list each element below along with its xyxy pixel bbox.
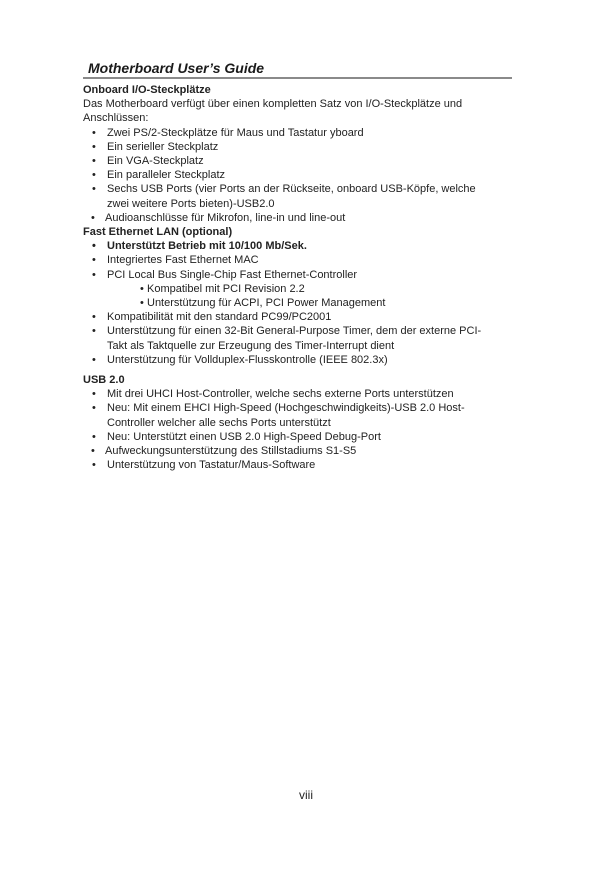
header-rule xyxy=(83,77,512,79)
list-item xyxy=(83,324,512,352)
list-item: • Ein paralleler Steckplatz xyxy=(83,168,512,182)
io-heading: Onboard I/O-Steckplätze xyxy=(83,84,211,96)
list-item: • Kompatibilität mit den standard PC99/PC2001 xyxy=(83,310,512,324)
list-item: • Unterstützung von Tastatur/Maus-Software xyxy=(83,458,512,472)
page-header xyxy=(83,60,512,79)
io-intro-line1: Das Motherboard verfügt über einen kompletten Satz von I/O-Steckplätze und xyxy=(83,98,463,111)
list-item-line: Takt als Taktquelle zur Erzeugung des Timer-Interrupt dient xyxy=(107,339,395,352)
list-item: • Ein serieller Steckplatz xyxy=(83,140,512,154)
sub-list-item: • Kompatibel mit PCI Revision 2.2 xyxy=(83,282,512,296)
list-item-line: Unterstützung für einen 32-Bit General-Purpose Timer, dem der externe PCI- xyxy=(107,325,482,338)
page-content xyxy=(83,83,512,472)
io-list xyxy=(83,126,512,225)
sub-list-item: • Unterstützung für ACPI, PCI Power Management xyxy=(83,296,512,310)
list-item-line: Neu: Mit einem EHCI High-Speed (Hochgeschwindigkeits)-USB 2.0 Host- xyxy=(107,402,465,415)
lan-list xyxy=(83,239,512,367)
lan-heading: Fast Ethernet LAN (optional) xyxy=(83,226,233,239)
list-item: • Unterstützt Betrieb mit 10/100 Mb/Sek. xyxy=(83,239,512,253)
list-item: • Zwei PS/2-Steckplätze für Maus und Tastatur yboard xyxy=(83,126,512,140)
list-item: • Integriertes Fast Ethernet MAC xyxy=(83,253,512,267)
list-item-line: zwei weitere Ports bieten)-USB2.0 xyxy=(107,197,275,210)
io-intro xyxy=(83,97,512,125)
list-item: • Aufweckungsunterstützung des Stillstadiums S1-S5 xyxy=(83,444,512,458)
list-item: • Neu: Unterstützt einen USB 2.0 High-Speed Debug-Port xyxy=(83,430,512,444)
usb-list xyxy=(83,387,512,472)
io-intro-line2: Anschlüssen: xyxy=(83,112,149,125)
list-item: • PCI Local Bus Single-Chip Fast Ethernet-Controller xyxy=(83,268,512,282)
usb-heading: USB 2.0 xyxy=(83,374,125,387)
list-item-line: Sechs USB Ports (vier Ports an der Rückseite, onboard USB-Köpfe, welche xyxy=(107,183,476,196)
page-number: viii xyxy=(299,788,313,802)
list-item: • Mit drei UHCI Host-Controller, welche sechs externe Ports unterstützen xyxy=(83,387,512,401)
list-item xyxy=(83,182,512,210)
list-item: • Unterstützung für Vollduplex-Flusskontrolle (IEEE 802.3x) xyxy=(83,353,512,367)
list-item: • Ein VGA-Steckplatz xyxy=(83,154,512,168)
list-item xyxy=(83,401,512,429)
list-item: • Audioanschlüsse für Mikrofon, line-in und line-out xyxy=(83,211,512,225)
guide-title: Motherboard User’s Guide xyxy=(88,60,265,76)
list-item-line: Controller welcher alle sechs Ports unterstützt xyxy=(107,416,331,429)
